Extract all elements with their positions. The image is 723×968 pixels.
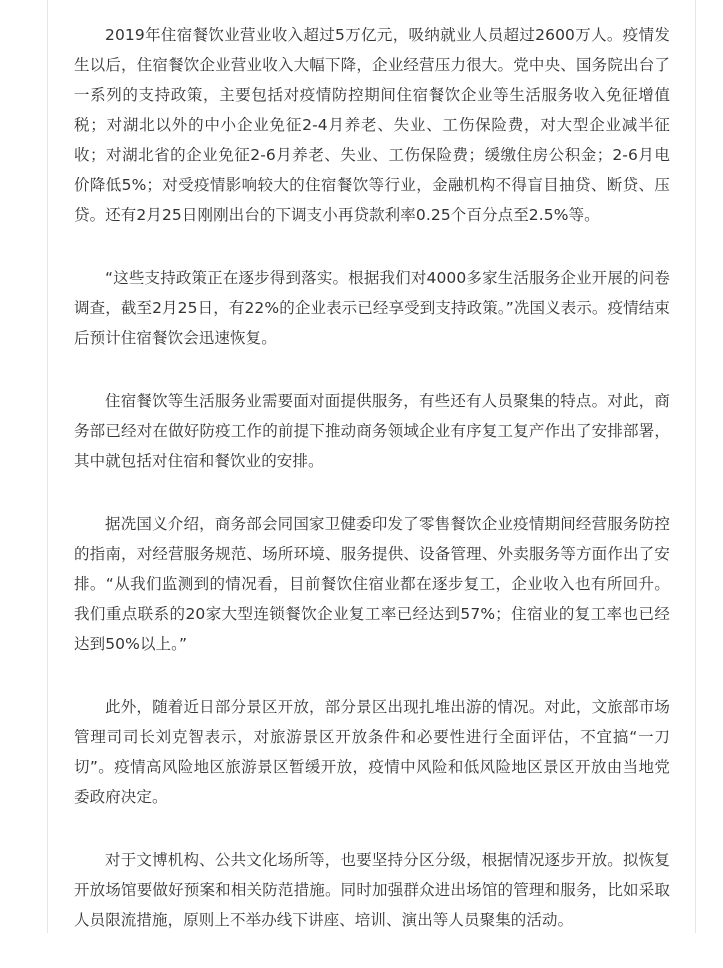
article-paragraph-1: 2019年住宿餐饮业营业收入超过5万亿元，吸纳就业人员超过2600万人。疫情发生以后，住宿餐饮企业营业收入大幅下降，企业经营压力很大。党中央、国务院出台了一系列的支持政策，主要包括对疫情防控期间住宿餐饮企业等生活服务收入免征增值税；对湖北以外的中小企业免征2-4月养老、失业、工伤保险费，对大型企业减半征收；对湖北省的企业免征2-6月养老、失业、工伤保险费；缓缴住房公积金；2-6月电价降低5%；对受疫情影响较大的住宿餐饮等行业，金融机构不得盲目抽贷、断贷、压贷。还有2月25日刚刚出台的下调支小再贷款利率0.25个百分点至2.5%等。 (74, 26, 670, 224)
article-paragraph-5: 此外，随着近日部分景区开放，部分景区出现扎堆出游的情况。对此，文旅部市场管理司司长刘克智表示，对旅游景区开放条件和必要性进行全面评估，不宜搞“一刀切”。疫情高风险地区旅游景区暂缓开放，疫情中风险和低风险地区景区开放由当地党委政府决定。 (74, 698, 670, 806)
right-border (695, 0, 696, 933)
article-paragraph-3: 住宿餐饮等生活服务业需要面对面提供服务，有些还有人员聚集的特点。对此，商务部已经对在做好防疫工作的前提下推动商务领域企业有序复工复产作出了安排部署，其中就包括对住宿和餐饮业的安排。 (74, 392, 670, 470)
article-paragraph-4: 据冼国义介绍，商务部会同国家卫健委印发了零售餐饮企业疫情期间经营服务防控的指南，对经营服务规范、场所环境、服务提供、设备管理、外卖服务等方面作出了安排。“从我们监测到的情况看，目前餐饮住宿业都在逐步复工，企业收入也有所回升。我们重点联系的20家大型连锁餐饮企业复工率已经达到57%；住宿业的复工率也已经达到50%以上。” (74, 515, 670, 653)
article-paragraph-2: “这些支持政策正在逐步得到落实。根据我们对4000多家生活服务企业开展的问卷调查，截至2月25日，有22%的企业表示已经享受到支持政策。”冼国义表示。疫情结束后预计住宿餐饮会迅速恢复。 (74, 269, 670, 347)
left-border (47, 0, 48, 933)
article-body (74, 20, 670, 968)
article-paragraph-6: 对于文博机构、公共文化场所等，也要坚持分区分级，根据情况逐步开放。拟恢复开放场馆要做好预案和相关防范措施。同时加强群众进出场馆的管理和服务，比如采取人员限流措施，原则上不举办线下讲座、培训、演出等人员聚集的活动。 (74, 851, 670, 929)
